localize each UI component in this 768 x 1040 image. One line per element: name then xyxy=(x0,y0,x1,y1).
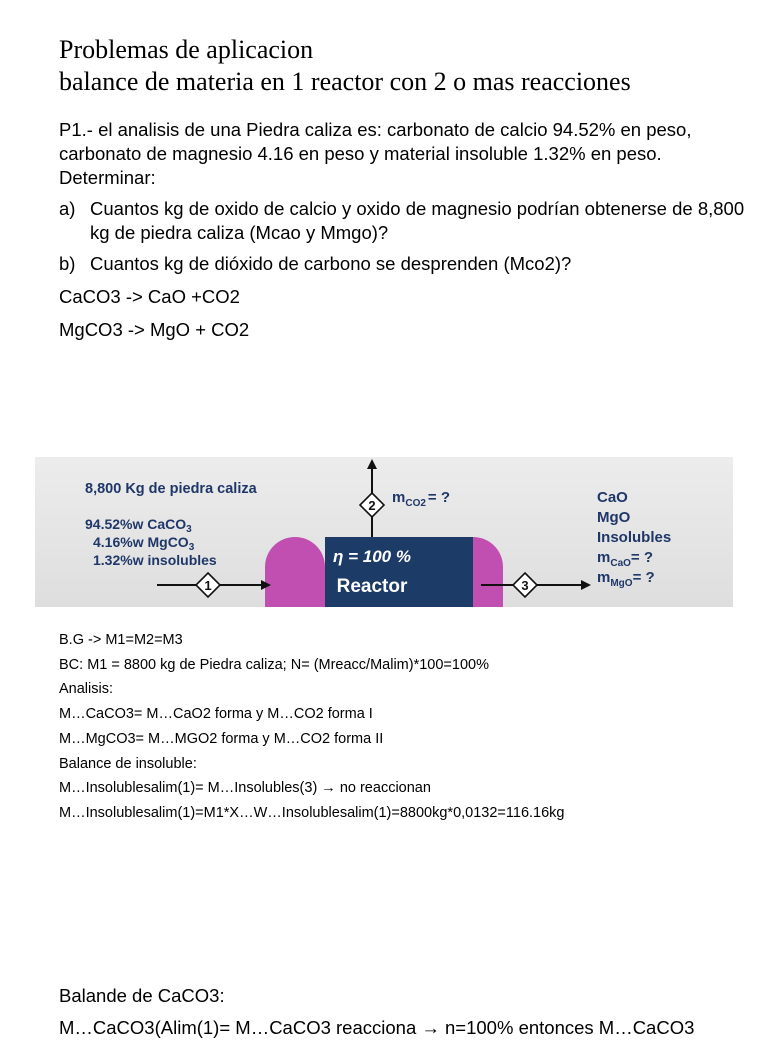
question-text: Cuantos kg de dióxido de carbono se desprenden (Mco2)? xyxy=(90,253,572,274)
question-text: Cuantos kg de oxido de calcio y oxido de magnesio podrían obtenerse de 8,800 kg de piedra caliza (Mcao y Mmgo)? xyxy=(90,198,745,243)
stream-1-arrow xyxy=(157,573,271,597)
equation-1: CaCO3 -> CaO +CO2 xyxy=(59,286,240,307)
title-line-1: Problemas de aplicacion xyxy=(59,35,314,64)
feed-caco3: 94.52%w CaCO$_3$ xyxy=(85,516,192,535)
reactor-left-cap xyxy=(265,537,325,607)
note-line: Balance de insoluble: xyxy=(59,755,197,772)
stream-2-number: 2 xyxy=(368,498,376,513)
reactor-vessel xyxy=(265,537,503,607)
efficiency-label: η = 100 % xyxy=(333,547,411,566)
note-line: B.G -> M1=M2=M3 xyxy=(59,632,183,648)
reactor-diagram-svg xyxy=(35,457,733,607)
output-m-mgo: $m_{MgO}=$ ? xyxy=(597,569,655,589)
section-heading: Balande de CaCO3: xyxy=(59,985,225,1006)
note-line: Analisis: xyxy=(59,681,113,698)
stream-1-number: 1 xyxy=(204,578,212,593)
problem-statement-block xyxy=(59,118,759,342)
question-marker: b) xyxy=(59,253,76,274)
note-line: BC: M1 = 8800 kg de Piedra caliza; N= (Mreacc/Malim)*100=100% xyxy=(59,656,489,673)
stream-3-number: 3 xyxy=(521,578,529,593)
solution-notes xyxy=(59,628,759,826)
question-item-b xyxy=(59,252,759,276)
problem-statement: P1.- el analisis de una Piedra caliza es: carbonato de calcio 94.52% en peso, carbonato de magnesio 4.16 en peso y material insoluble 1.32% en peso. Determinar: xyxy=(59,119,692,188)
feed-mgco3: 4.16%w MgCO$_3$ xyxy=(93,534,195,553)
note-line: M…Insolublesalim(1)= M…Insolubles(3) → no reaccionan xyxy=(59,780,431,797)
question-item-a xyxy=(59,197,759,245)
feed-insolubles: 1.32%w insolubles xyxy=(93,552,217,568)
output-insolubles: Insolubles xyxy=(597,529,672,546)
stream-2-arrow xyxy=(360,459,384,537)
page-title xyxy=(59,34,759,98)
note-line: M…Insolublesalim(1)=M1*X…W…Insolublesalim(1)=8800kg*0,0132=116.16kg xyxy=(59,804,565,821)
question-marker: a) xyxy=(59,198,76,219)
title-line-2: balance de materia en 1 reactor con 2 o mas reacciones xyxy=(59,67,631,96)
equation-2: MgCO3 -> MgO + CO2 xyxy=(59,319,250,340)
co2-mass-label: $m_{CO2}$ = ? xyxy=(392,489,450,509)
feed-title: 8,800 Kg de piedra caliza xyxy=(85,481,257,497)
partial-line: M…CaCO3(Alim(1)= M…CaCO3 reacciona → n=100% entonces M…CaCO3 xyxy=(59,1017,695,1038)
output-m-cao: $m_{CaO}=$ ? xyxy=(597,549,653,569)
reactor-diagram xyxy=(35,457,733,607)
reactor-label: Reactor xyxy=(336,576,408,597)
caco3-balance-section xyxy=(59,984,759,1040)
note-line: M…MgCO3= M…MGO2 forma y M…CO2 forma II xyxy=(59,730,384,747)
note-line: M…CaCO3= M…CaO2 forma y M…CO2 forma I xyxy=(59,706,373,723)
output-mgo: MgO xyxy=(597,509,631,526)
output-cao: CaO xyxy=(597,489,628,506)
